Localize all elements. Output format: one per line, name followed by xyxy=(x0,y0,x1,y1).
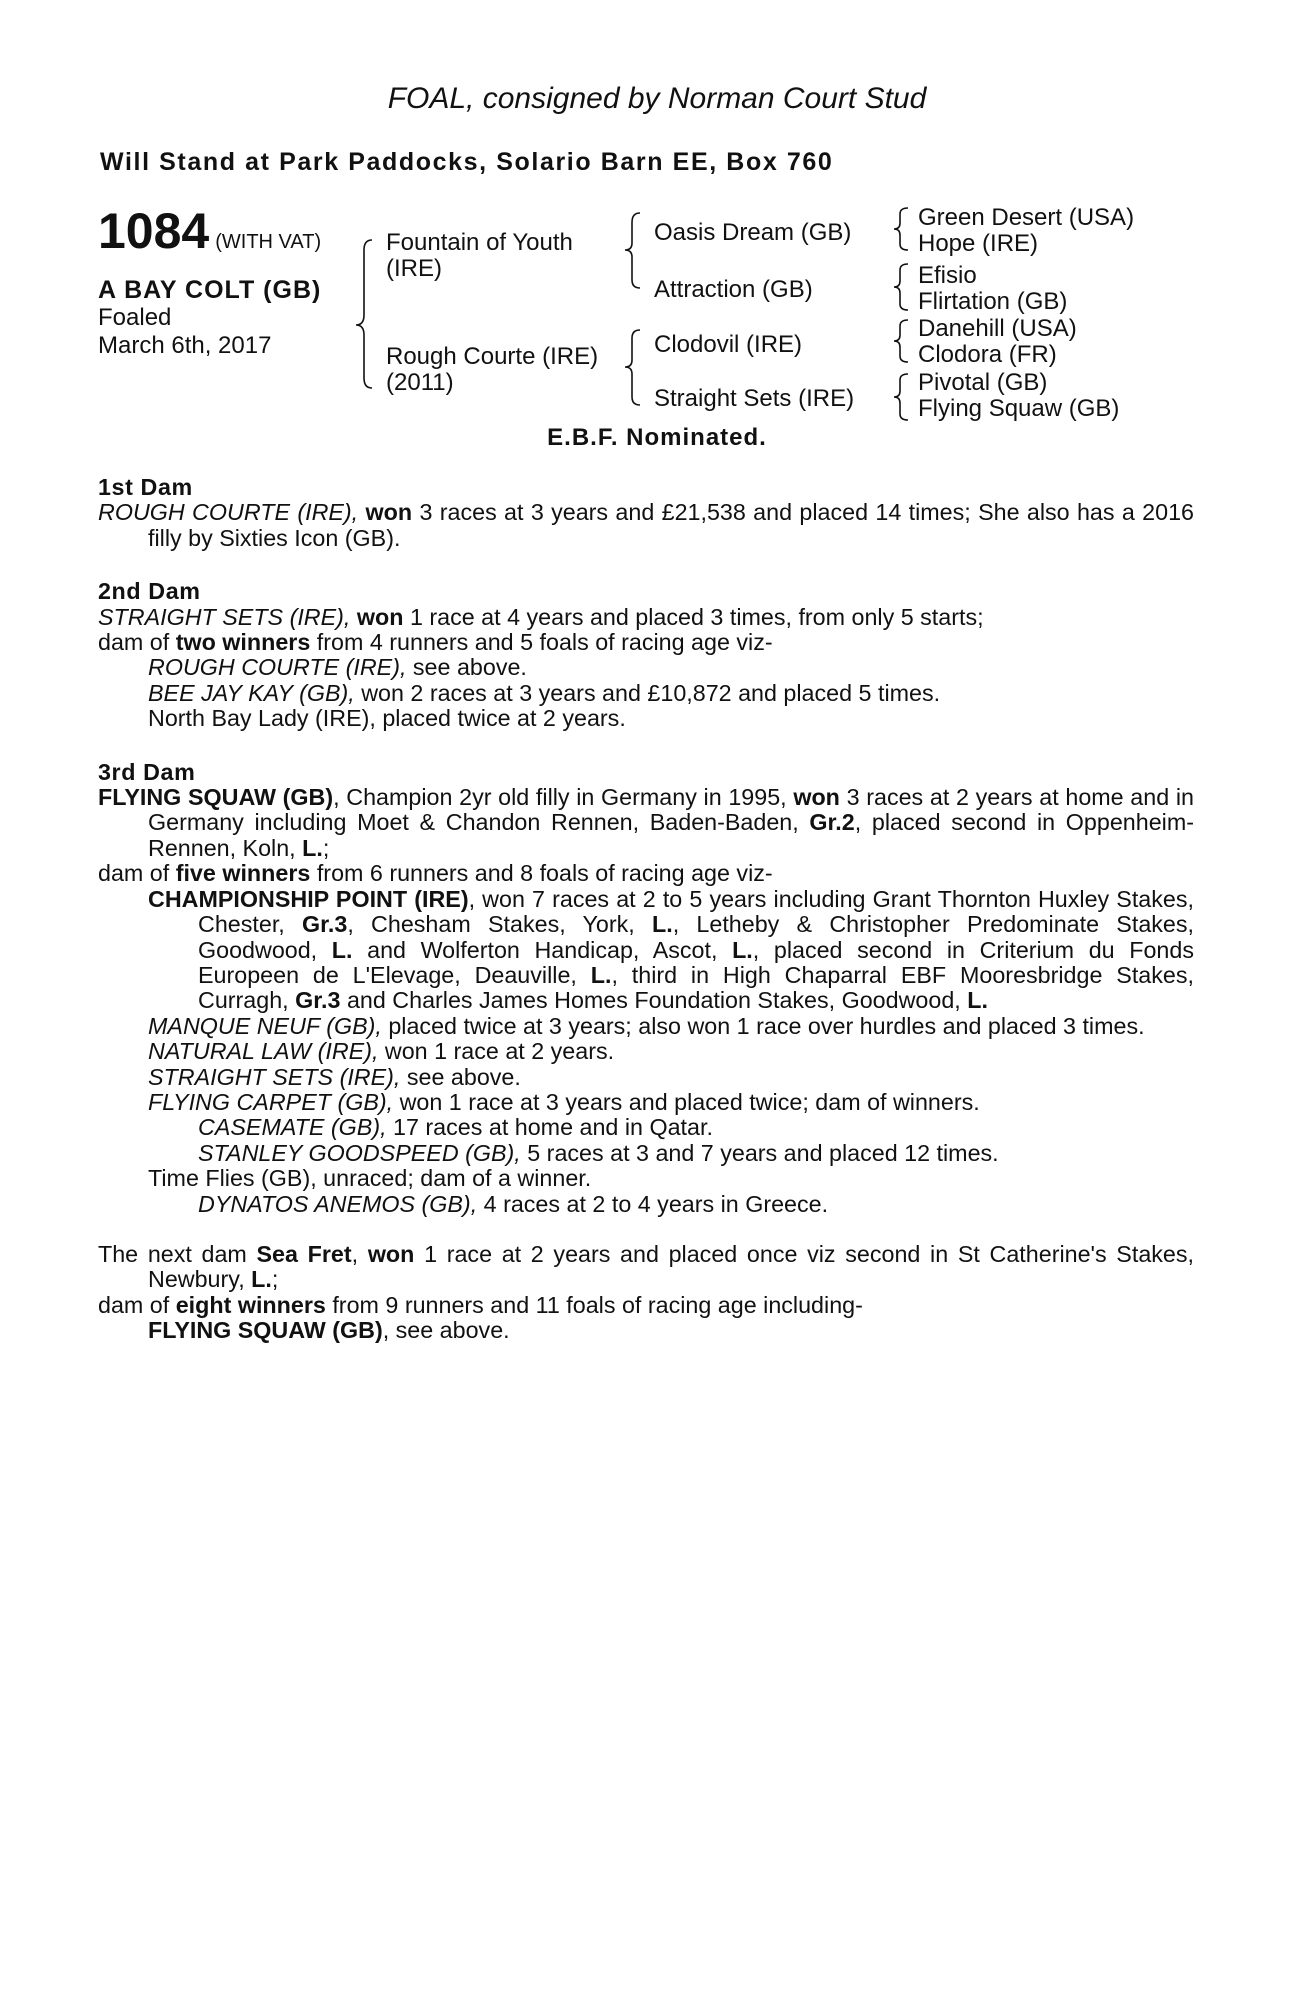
gg-dam-sire-dam: Clodora (FR) xyxy=(918,341,1057,368)
third-dam-produce-summary: dam of five winners from 6 runners and 8 foals of racing age viz- xyxy=(98,860,773,887)
vat-label: (WITH VAT) xyxy=(215,231,322,253)
natural-law-entry: NATURAL LAW (IRE), won 1 race at 2 years. xyxy=(148,1038,615,1065)
second-dam-produce-summary: dam of two winners from 4 runners and 5 foals of racing age viz- xyxy=(98,629,773,656)
third-dam-entry: FLYING SQUAW (GB), Champion 2yr old filly in Germany in 1995, won 3 races at 2 years at home and in Germany including Moet & Chandon Rennen, Baden-Baden, Gr.2, placed second in Oppenheim-Rennen, Koln, L.; xyxy=(98,784,1194,861)
stanley-goodspeed-entry: STANLEY GOODSPEED (GB), 5 races at 3 and 7 years and placed 12 times. xyxy=(198,1139,999,1166)
gg-dam-dam-sire: Pivotal (GB) xyxy=(918,369,1048,396)
lot-number: 1084 xyxy=(98,203,210,259)
flying-squaw-entry: FLYING SQUAW (GB), see above. xyxy=(148,1317,510,1344)
brace-dd xyxy=(894,374,908,420)
next-dam-entry: The next dam Sea Fret, won 1 race at 2 years and placed once viz second in St Catherine's Stakes, Newbury, L.; xyxy=(98,1240,1194,1293)
flying-carpet-entry: FLYING CARPET (GB), won 1 race at 3 years and placed twice; dam of winners. xyxy=(148,1088,980,1115)
foaled-label: Foaled xyxy=(98,304,172,331)
brace-ds xyxy=(894,320,908,362)
dam-sire: Clodovil (IRE) xyxy=(654,331,803,358)
foaled-date: March 6th, 2017 xyxy=(98,332,272,359)
dynatos-anemos-entry: DYNATOS ANEMOS (GB), 4 races at 2 to 4 years in Greece. xyxy=(198,1190,829,1217)
third-dam-heading: 3rd Dam xyxy=(98,758,196,785)
championship-point-entry: CHAMPIONSHIP POINT (IRE), won 7 races at 2 to 5 years including Grant Thornton Huxley Stakes, Chester, Gr.3, Chesham Stakes, York, L., Letheby & Christopher Predominate Stakes, Goodwood, L. and Wolferton Handicap, Ascot, L., placed second in Criterium du Fonds Europeen de L'Elevage, Deauville, L., third in High Chaparral EBF Mooresbridge Stakes, Curragh, Gr.3 and Charles James Homes Foundation Stakes, Goodwood, L. xyxy=(148,885,1195,1014)
first-dam-entry: ROUGH COURTE (IRE), won 3 races at 3 years and £21,538 and placed 14 times; She also has a 2016 filly by Sixties Icon (GB). xyxy=(98,499,1194,551)
gg-dam-sire-sire: Danehill (USA) xyxy=(918,315,1077,342)
dam-dam: Straight Sets (IRE) xyxy=(654,385,855,412)
second-dam-produce-item: ROUGH COURTE (IRE), see above. xyxy=(148,654,527,681)
brace-ss xyxy=(894,208,908,250)
second-dam-produce-item: North Bay Lady (IRE), placed twice at 2 years. xyxy=(148,705,626,732)
casemate-entry: CASEMATE (GB), 17 races at home and in Qatar. xyxy=(198,1114,713,1141)
manque-neuf-entry: MANQUE NEUF (GB), placed twice at 3 years; also won 1 race over hurdles and placed 3 times. xyxy=(148,1012,1145,1039)
brace-sire xyxy=(625,213,640,288)
dam: Rough Courte (IRE) (2011) xyxy=(386,343,599,396)
second-dam-entry: STRAIGHT SETS (IRE), won 1 race at 4 years and placed 3 times, from only 5 starts; xyxy=(98,603,984,630)
catalogue-title: FOAL, consigned by Norman Court Stud xyxy=(387,82,927,115)
first-dam-heading: 1st Dam xyxy=(98,474,193,500)
gg-sire-dam-dam: Flirtation (GB) xyxy=(918,288,1068,315)
lot-name: A BAY COLT (GB) xyxy=(98,276,322,304)
next-dam-produce-summary: dam of eight winners from 9 runners and 11 foals of racing age including- xyxy=(98,1291,863,1318)
sire-dam: Attraction (GB) xyxy=(654,276,813,303)
gg-sire-sire-sire: Green Desert (USA) xyxy=(918,204,1135,231)
brace-main xyxy=(356,240,372,388)
ebf-nominated: E.B.F. Nominated. xyxy=(547,424,767,451)
stand-location: Will Stand at Park Paddocks, Solario Barn EE, Box 760 xyxy=(100,148,834,176)
brace-dam xyxy=(625,330,640,405)
straight-sets-entry: STRAIGHT SETS (IRE), see above. xyxy=(148,1063,521,1090)
second-dam-produce-item: BEE JAY KAY (GB), won 2 races at 3 years and £10,872 and placed 5 times. xyxy=(148,679,941,706)
brace-sd xyxy=(894,264,908,310)
second-dam-heading: 2nd Dam xyxy=(98,578,201,605)
gg-sire-dam-sire: Efisio xyxy=(918,262,977,289)
sire: Fountain of Youth (IRE) xyxy=(386,229,573,282)
gg-dam-dam-dam: Flying Squaw (GB) xyxy=(918,395,1120,422)
gg-sire-sire-dam: Hope (IRE) xyxy=(918,230,1039,257)
sire-sire: Oasis Dream (GB) xyxy=(654,219,852,246)
time-flies-entry: Time Flies (GB), unraced; dam of a winner. xyxy=(148,1165,592,1192)
catalogue-body xyxy=(98,475,1194,1344)
